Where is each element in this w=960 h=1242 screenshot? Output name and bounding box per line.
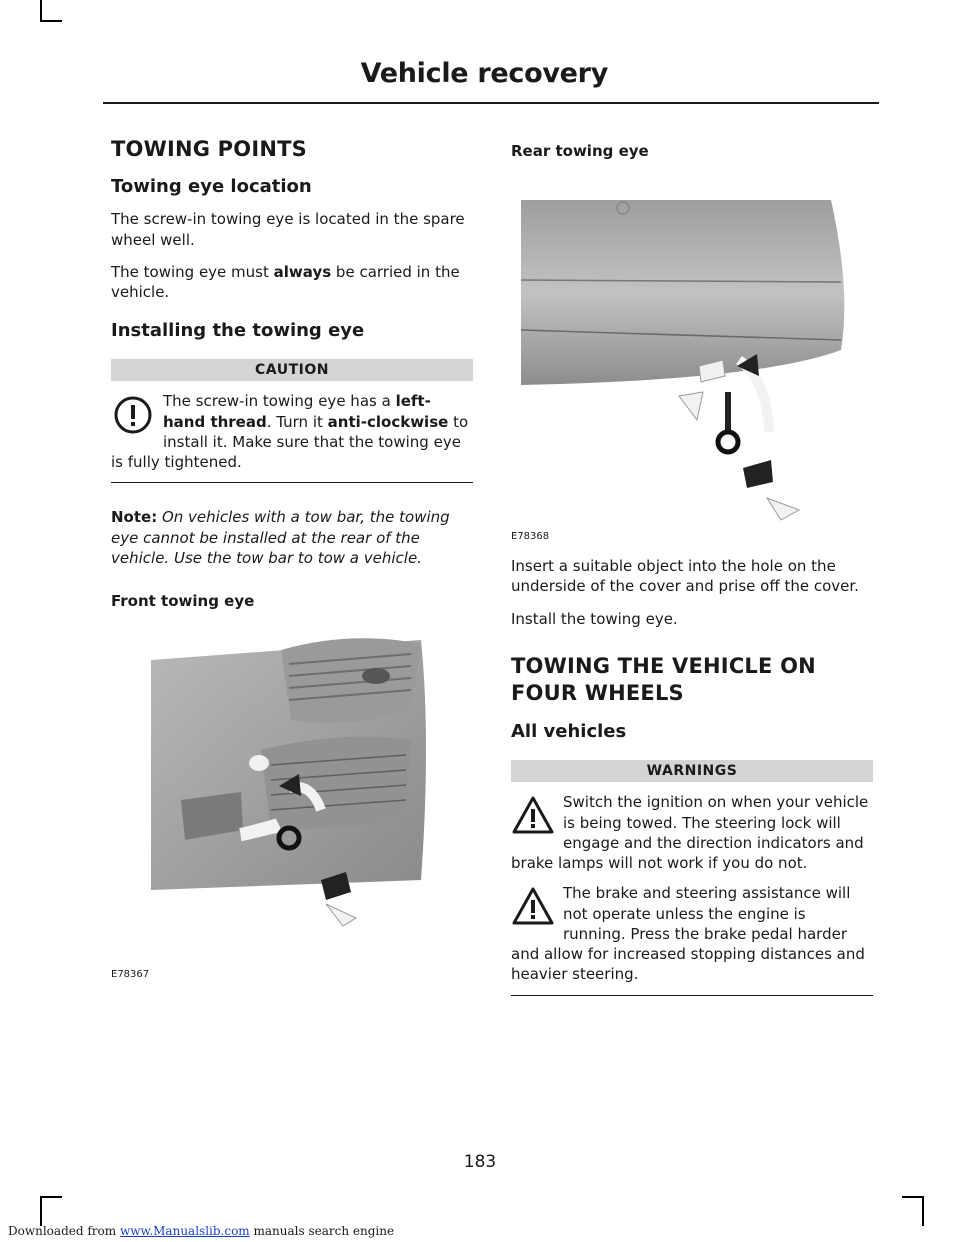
heading-towing-points: TOWING POINTS: [111, 137, 307, 161]
paragraph-location: The screw-in towing eye is located in the spare wheel well.: [111, 210, 465, 249]
caution-item: The screw-in towing eye has a left-hand thread. Turn it anti-clockwise to install it. Make sure that the towing eye is fully tightened.: [111, 392, 469, 471]
page-header-title: Vehicle recovery: [360, 58, 608, 89]
rear-bumper-illustration: [511, 170, 873, 528]
crop-mark: [40, 1196, 62, 1198]
front-bumper-illustration: [111, 620, 473, 966]
right-column: [511, 136, 873, 996]
heading-front-towing-eye: Front towing eye: [111, 592, 255, 610]
crop-mark: [40, 20, 62, 22]
warning-icon: [511, 794, 555, 838]
manualslib-link[interactable]: www.Manualslib.com: [119, 1224, 250, 1238]
paragraph-carry: The towing eye must always be carried in the vehicle.: [111, 262, 460, 301]
paragraph-insert-object: Insert a suitable object into the hole on the underside of the cover and prise off the cover.: [511, 557, 859, 596]
caution-icon: [111, 393, 155, 437]
left-column: [111, 136, 473, 980]
front-towing-eye-figure: [111, 620, 473, 980]
figure-id-front: E78367: [111, 969, 150, 980]
heading-installing: Installing the towing eye: [111, 320, 365, 342]
paragraph-install-eye: Install the towing eye.: [511, 609, 678, 628]
warning-icon: [511, 885, 555, 929]
warning-item-2: The brake and steering assistance will not operate unless the engine is running. Press the brake pedal harder and allow for increased stopping distances and heavier steering.: [511, 884, 865, 984]
warnings-divider: [511, 995, 873, 996]
warnings-header: WARNINGS: [511, 760, 873, 782]
crop-mark: [40, 0, 42, 22]
warning-item-1: Switch the ignition on when your vehicle is being towed. The steering lock will engage and the direction indicators and brake lamps will not work if you do not.: [511, 793, 869, 873]
crop-mark: [902, 1196, 924, 1198]
heading-rear-towing-eye: Rear towing eye: [511, 142, 649, 160]
crop-mark: [922, 1196, 924, 1226]
page-number: 183: [463, 1152, 497, 1172]
caution-divider: [111, 482, 473, 483]
caution-header: CAUTION: [111, 359, 473, 381]
note: Note: On vehicles with a tow bar, the towing eye cannot be installed at the rear of the vehicle. Use the tow bar to tow a vehicle.: [111, 508, 450, 567]
rear-towing-eye-figure: [511, 170, 873, 542]
download-notice: Downloaded from www.Manualslib.com manuals search engine: [8, 1224, 395, 1238]
heading-towing-eye-location: Towing eye location: [111, 176, 312, 198]
heading-towing-four-wheels: TOWING THE VEHICLE ON FOUR WHEELS: [511, 653, 816, 706]
header-divider: [103, 102, 879, 104]
crop-mark: [40, 1196, 42, 1226]
heading-all-vehicles: All vehicles: [511, 721, 627, 743]
figure-id-rear: E78368: [511, 531, 550, 542]
